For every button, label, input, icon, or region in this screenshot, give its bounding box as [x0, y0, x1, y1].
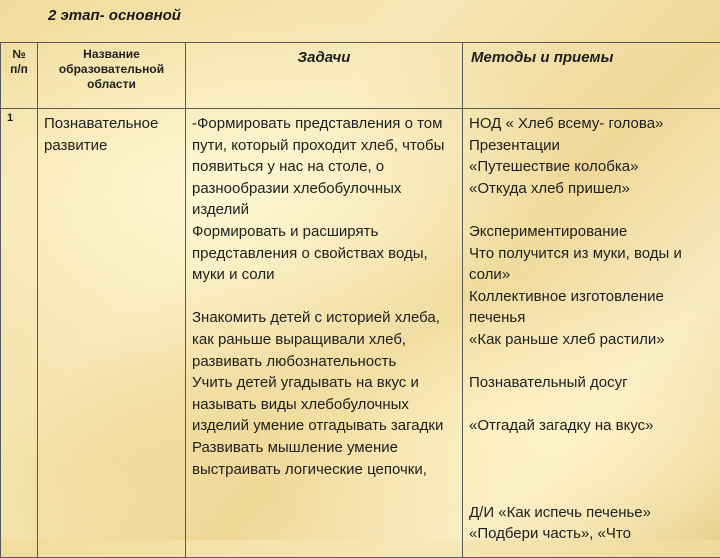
header-methods: Методы и приемы — [463, 43, 720, 109]
cell-methods: НОД « Хлеб всему- голова» Презентации «Путешествие колобка» «Откуда хлеб пришел» Экспериментирование Что получится из муки, воды и соли» Коллективное изготовление печенья «Как раньше хлеб растили» Познавательный досуг «Отгадай загадку на вкус» Д/И «Как испечь печенье» «Подбери часть», «Что — [463, 109, 720, 558]
cell-education-area: Познавательное развитие — [38, 109, 186, 558]
slide-title: 2 этап- основной — [48, 7, 181, 24]
activities-table — [0, 42, 720, 558]
header-number: № п/п — [1, 43, 38, 109]
header-education-area: Название образовательной области — [38, 43, 186, 109]
table-row — [1, 109, 720, 558]
cell-number: 1 — [1, 109, 38, 558]
table-header-row — [1, 43, 720, 109]
cell-tasks: -Формировать представления о том пути, который проходит хлеб, чтобы появиться у нас на столе, о разнообразии хлебобулочных изделий Формировать и расширять представления о свойствах воды, муки и соли Знакомить детей с историей хлеба, как раньше выращивали хлеб, развивать любознательность Учить детей угадывать на вкус и называть виды хлебобулочных изделий умение отгадывать загадки Развивать мышление умение выстраивать логические цепочки, — [186, 109, 463, 558]
header-tasks: Задачи — [186, 43, 463, 109]
